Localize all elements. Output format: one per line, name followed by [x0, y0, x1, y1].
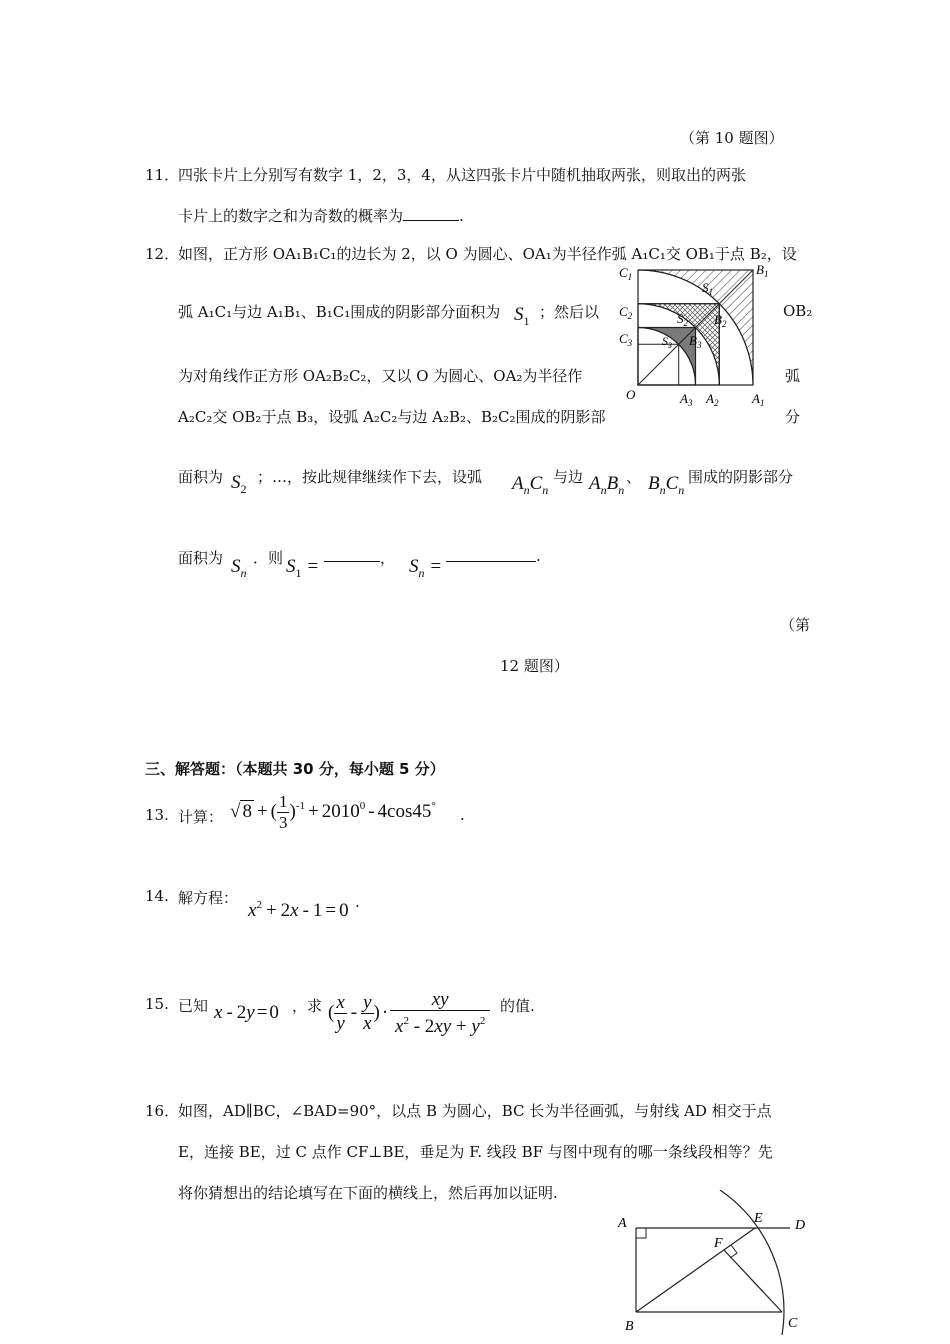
q12-line6-d: . — [536, 547, 541, 565]
q16-line2: E，连接 BE，过 C 点作 CF⊥BE，垂足为 F. 线段 BF 与图中现有的哪一条线段相等？先 — [178, 1143, 773, 1161]
label-B: B — [625, 1319, 634, 1334]
label-A2: $A_2$ — [706, 391, 719, 408]
q14-text: 解方程： — [178, 889, 239, 907]
q12-line6-a: 面积为 — [178, 549, 224, 567]
figure-10-caption: （第 10 题图） — [680, 129, 784, 147]
q12-line2-right: OB₂ — [783, 302, 813, 320]
q13-number: 13. — [145, 806, 169, 824]
q12-sn-symbol: $S_n$ — [231, 556, 247, 580]
q11-number: 11． — [145, 166, 180, 184]
section-3-heading: 三、解答题：（本题共 30 分，每小题 5 分） — [145, 760, 445, 778]
label-B2: $B_2$ — [714, 312, 727, 329]
q12-line6-c: ， — [380, 549, 396, 567]
q12-number: 12． — [145, 245, 180, 263]
label-C1: $C_1$ — [619, 265, 633, 282]
q15-mid: ，求 — [292, 997, 323, 1015]
q12-s1-answer-label: $S_1$ = — [286, 556, 319, 580]
label-F: F — [714, 1236, 723, 1251]
q16-line3: 将你猜想出的结论填写在下面的横线上，然后再加以证明. — [178, 1184, 558, 1202]
q15-number: 15. — [145, 995, 169, 1013]
q16-line1: 如图，AD∥BC，∠BAD=90°，以点 B 为圆心，BC 长为半径画弧，与射线 AD 相交于点 — [178, 1102, 772, 1120]
q15-expression: ( $\frac{x}{y}$ - $\frac{y}{x}$ ) · $\frac{xy}{x^2 - 2xy + y^2}$ — [328, 990, 490, 1037]
q12-s2-symbol: $S_2$ — [231, 472, 247, 496]
label-O: O — [626, 387, 636, 402]
figure-16-geometry — [612, 1190, 812, 1344]
q12-line2-text: 弧 A₁C₁与边 A₁B₁、B₁C₁围成的阴影部分面积为 — [178, 303, 501, 321]
q12-arc-AnCn: $A_nC_n$ — [512, 473, 549, 497]
q11-line2-text: 卡片上的数字之和为奇数的概率为 — [178, 207, 404, 225]
q12-s1-answer-blank[interactable] — [324, 547, 380, 562]
q12-line5-c: 与边 — [553, 468, 584, 486]
q12-sn-answer-blank[interactable] — [446, 547, 536, 562]
figure-12-caption-a: （第 — [780, 616, 811, 634]
q12-line5-e: 围成的阴影部分 — [688, 468, 794, 486]
label-B3: $B_3$ — [689, 333, 702, 350]
q11-line1: 四张卡片上分别写有数字 1，2，3，4，从这四张卡片中随机抽取两张，则取出的两张 — [178, 166, 746, 184]
q11-answer-blank[interactable] — [403, 206, 459, 221]
q14-end: . — [355, 893, 360, 911]
q13-text: 计算： — [178, 808, 224, 826]
q16-number: 16． — [145, 1102, 180, 1120]
q12-sn-answer-label: $S_n$ = — [409, 556, 442, 580]
q12-line6-b: ．则 — [253, 549, 284, 567]
label-B1: $B_1$ — [756, 262, 769, 279]
label-S2: $S_2$ — [677, 311, 688, 328]
q15-condition: x - 2y = 0 — [214, 1002, 279, 1023]
label-C: C — [788, 1316, 798, 1331]
q12-s1-symbol: $S_1$ — [514, 304, 530, 328]
q13-expression: √ 8 + ( $\frac{1}{3}$ )$^{-1} + 2010^0 - 4\cos 45^\circ$ — [230, 792, 436, 832]
q12-line4: A₂C₂交 OB₂于点 B₃，设弧 A₂C₂与边 A₂B₂、B₂C₂围成的阴影部 — [178, 408, 606, 426]
q14-equation: $x^2 + 2x - 1 = 0$ — [248, 899, 349, 921]
q12-line5-d: 、 — [626, 468, 642, 486]
q12-line3: 为对角线作正方形 OA₂B₂C₂，又以 O 为圆心、OA₂为半径作 — [178, 367, 583, 385]
label-A3: $A_3$ — [680, 391, 693, 408]
label-D: D — [795, 1218, 806, 1233]
q12-line3-right: 弧 — [785, 367, 801, 385]
q11-line2-end: . — [459, 207, 464, 225]
q12-line2-tail: ；然后以 — [539, 303, 600, 321]
q12-edge-BnCn: $B_nC_n$ — [648, 473, 685, 497]
figure-12-squares-arcs — [612, 258, 782, 408]
q12-line4-right: 分 — [785, 408, 801, 426]
q14-number: 14. — [145, 887, 169, 905]
label-A1: $A_1$ — [752, 391, 765, 408]
q12-line5-a: 面积为 — [178, 468, 224, 486]
q15-text: 已知 — [178, 997, 209, 1015]
figure-12-caption-b: 12 题图） — [500, 657, 569, 675]
label-S1: $S_1$ — [702, 280, 713, 297]
q12-line2 — [178, 301, 500, 322]
label-C2: $C_2$ — [619, 304, 633, 321]
label-S3: $S_3$ — [662, 334, 672, 350]
q15-end: 的值. — [500, 997, 535, 1015]
q13-end: . — [460, 806, 465, 824]
q12-line1: 如图，正方形 OA₁B₁C₁的边长为 2，以 O 为圆心、OA₁为半径作弧 A₁C₁交 OB₁于点 B₂，设 — [178, 245, 797, 263]
q11-line2 — [178, 205, 464, 226]
q12-edge-AnBn: $A_nB_n$ — [589, 473, 625, 497]
label-E: E — [754, 1211, 763, 1226]
label-A: A — [618, 1216, 627, 1231]
label-C3: $C_3$ — [619, 331, 633, 348]
q12-line5-b: ；…，按此规律继续作下去，设弧 — [257, 468, 483, 486]
